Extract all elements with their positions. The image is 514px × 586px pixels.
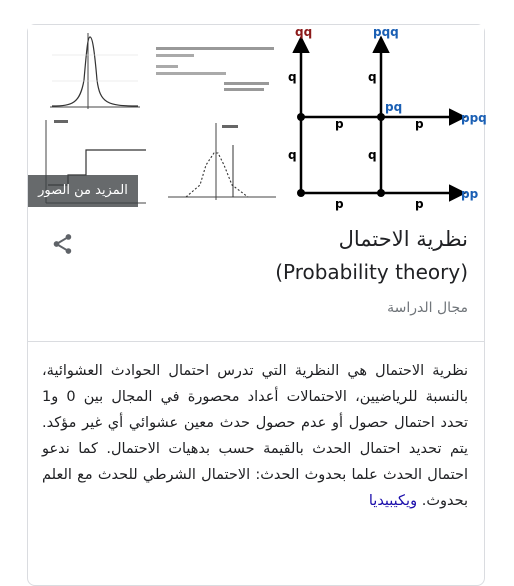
label-q: q (368, 148, 377, 162)
label-q: q (288, 70, 297, 84)
label-pq: pq (385, 100, 403, 114)
image-thumbnail-plots[interactable] (28, 25, 290, 213)
image-strip[interactable] (28, 25, 487, 213)
description-text: نظرية الاحتمال هي النظرية التي تدرس احتمال الحوادث العشوائية، بالنسبة للرياضيين، الاحتمالات أعداد محصورة في المجال بين 0 و1 تحدد احتمال حصول أو عدم حصول حدث معين عشوائي أي غير مؤكد. يتم تحديد احتمال الحدث بالقيمة حسب بدهيات الاحتمال. كما ندعو احتمال الحدث علما بحدوث الحدث: الاحتمال الشرطي للحدث مع العلم بحدوث. (42, 363, 468, 509)
share-icon (50, 231, 76, 257)
knowledge-panel (27, 24, 485, 586)
label-q: q (368, 70, 377, 84)
description (42, 358, 468, 514)
panel-title: نظرية الاحتمال (338, 227, 468, 251)
label-p: p (335, 117, 344, 131)
label-p: p (335, 197, 344, 211)
more-images-button[interactable]: المزيد من الصور (28, 175, 138, 207)
label-ppq: ppq (461, 111, 487, 125)
image-thumbnail-lattice[interactable] (288, 25, 487, 213)
divider (28, 341, 484, 342)
entity-type: مجال الدراسة (387, 300, 468, 316)
label-qq: qq (295, 25, 313, 39)
wikipedia-link[interactable]: ويكيبيديا (368, 493, 418, 509)
panel-subtitle: (Probability theory) (275, 260, 468, 284)
label-p: p (415, 197, 424, 211)
lattice-diagram (288, 25, 487, 213)
label-pp: pp (461, 187, 479, 201)
share-button[interactable] (50, 231, 76, 257)
label-p: p (415, 117, 424, 131)
label-q: q (288, 148, 297, 162)
label-pqq: pqq (373, 25, 399, 39)
